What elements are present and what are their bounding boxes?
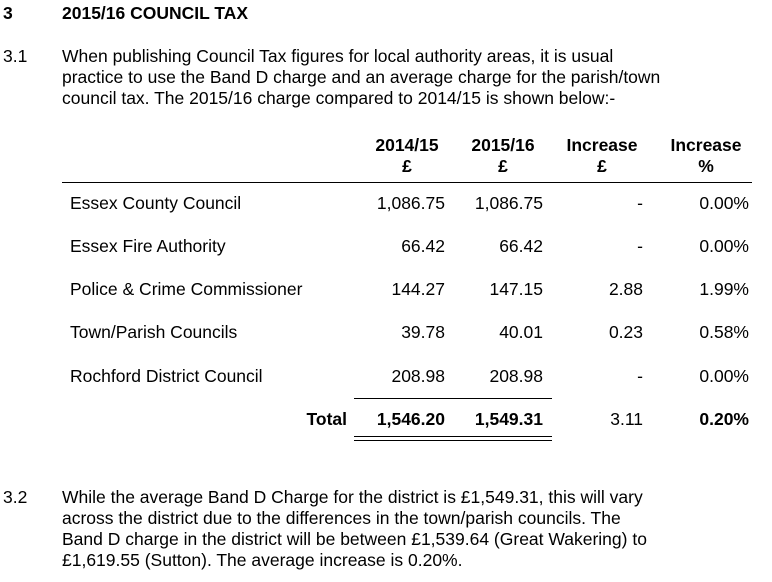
cell-2014-15: 39.78 <box>401 322 445 342</box>
row-label: Town/Parish Councils <box>70 322 238 342</box>
row-label: Essex County Council <box>70 193 242 213</box>
row-label: Essex Fire Authority <box>70 236 226 256</box>
cell-increase: 0.23 <box>608 322 643 342</box>
cell-2015-16: 208.98 <box>489 366 543 386</box>
paragraph-number-3-2: 3.2 <box>3 487 28 507</box>
cell-2015-16: 147.15 <box>489 279 543 299</box>
cell-2015-16: 66.42 <box>499 236 543 256</box>
header-increase-percent: Increase % <box>670 135 742 176</box>
total-2015-16: 1,549.31 <box>474 409 543 429</box>
row-label: Police & Crime Commissioner <box>70 279 303 299</box>
total-double-rule-top <box>354 436 552 437</box>
paragraph-line: council tax. The 2015/16 charge compared to 2014/15 is shown below:- <box>62 88 616 108</box>
cell-percent: 1.99% <box>699 279 749 299</box>
total-increase: 3.11 <box>610 409 643 429</box>
paragraph-line: When publishing Council Tax figures for local authority areas, it is usual <box>62 46 614 66</box>
paragraph-3-1 <box>62 46 660 109</box>
header-increase-pounds: Increase £ <box>566 135 638 176</box>
total-2014-15: 1,546.20 <box>376 409 445 429</box>
cell-2014-15: 66.42 <box>401 236 445 256</box>
cell-2015-16: 40.01 <box>499 322 543 342</box>
paragraph-number-3-1: 3.1 <box>3 46 28 66</box>
cell-increase: - <box>637 193 643 213</box>
cell-percent: 0.00% <box>699 366 749 386</box>
cell-2014-15: 144.27 <box>391 279 445 299</box>
section-title: 2015/16 COUNCIL TAX <box>62 3 249 23</box>
cell-increase: 2.88 <box>608 279 643 299</box>
cell-increase: - <box>637 236 643 256</box>
total-percent: 0.20% <box>699 409 749 429</box>
cell-2015-16: 1,086.75 <box>474 193 543 213</box>
header-2014-15: 2014/15 £ <box>375 135 439 176</box>
row-label: Rochford District Council <box>70 366 263 386</box>
paragraph-3-2 <box>62 487 647 571</box>
subtotal-rule <box>354 398 552 399</box>
header-rule <box>62 182 752 183</box>
cell-2014-15: 1,086.75 <box>376 193 445 213</box>
total-double-rule-bottom <box>354 440 552 441</box>
header-2015-16: 2015/16 £ <box>471 135 535 176</box>
paragraph-line: While the average Band D Charge for the district is £1,549.31, this will vary <box>62 487 643 507</box>
cell-increase: - <box>637 366 643 386</box>
cell-2014-15: 208.98 <box>391 366 445 386</box>
paragraph-line: across the district due to the differences in the town/parish councils. The <box>62 508 621 528</box>
paragraph-line: practice to use the Band D charge and an average charge for the parish/town <box>62 67 661 87</box>
cell-percent: 0.58% <box>699 322 749 342</box>
paragraph-line: £1,619.55 (Sutton). The average increase is 0.20%. <box>62 550 463 570</box>
cell-percent: 0.00% <box>699 236 749 256</box>
total-label: Total <box>306 409 347 429</box>
paragraph-line: Band D charge in the district will be between £1,539.64 (Great Wakering) to <box>62 529 647 549</box>
section-number: 3 <box>3 3 13 23</box>
cell-percent: 0.00% <box>699 193 749 213</box>
